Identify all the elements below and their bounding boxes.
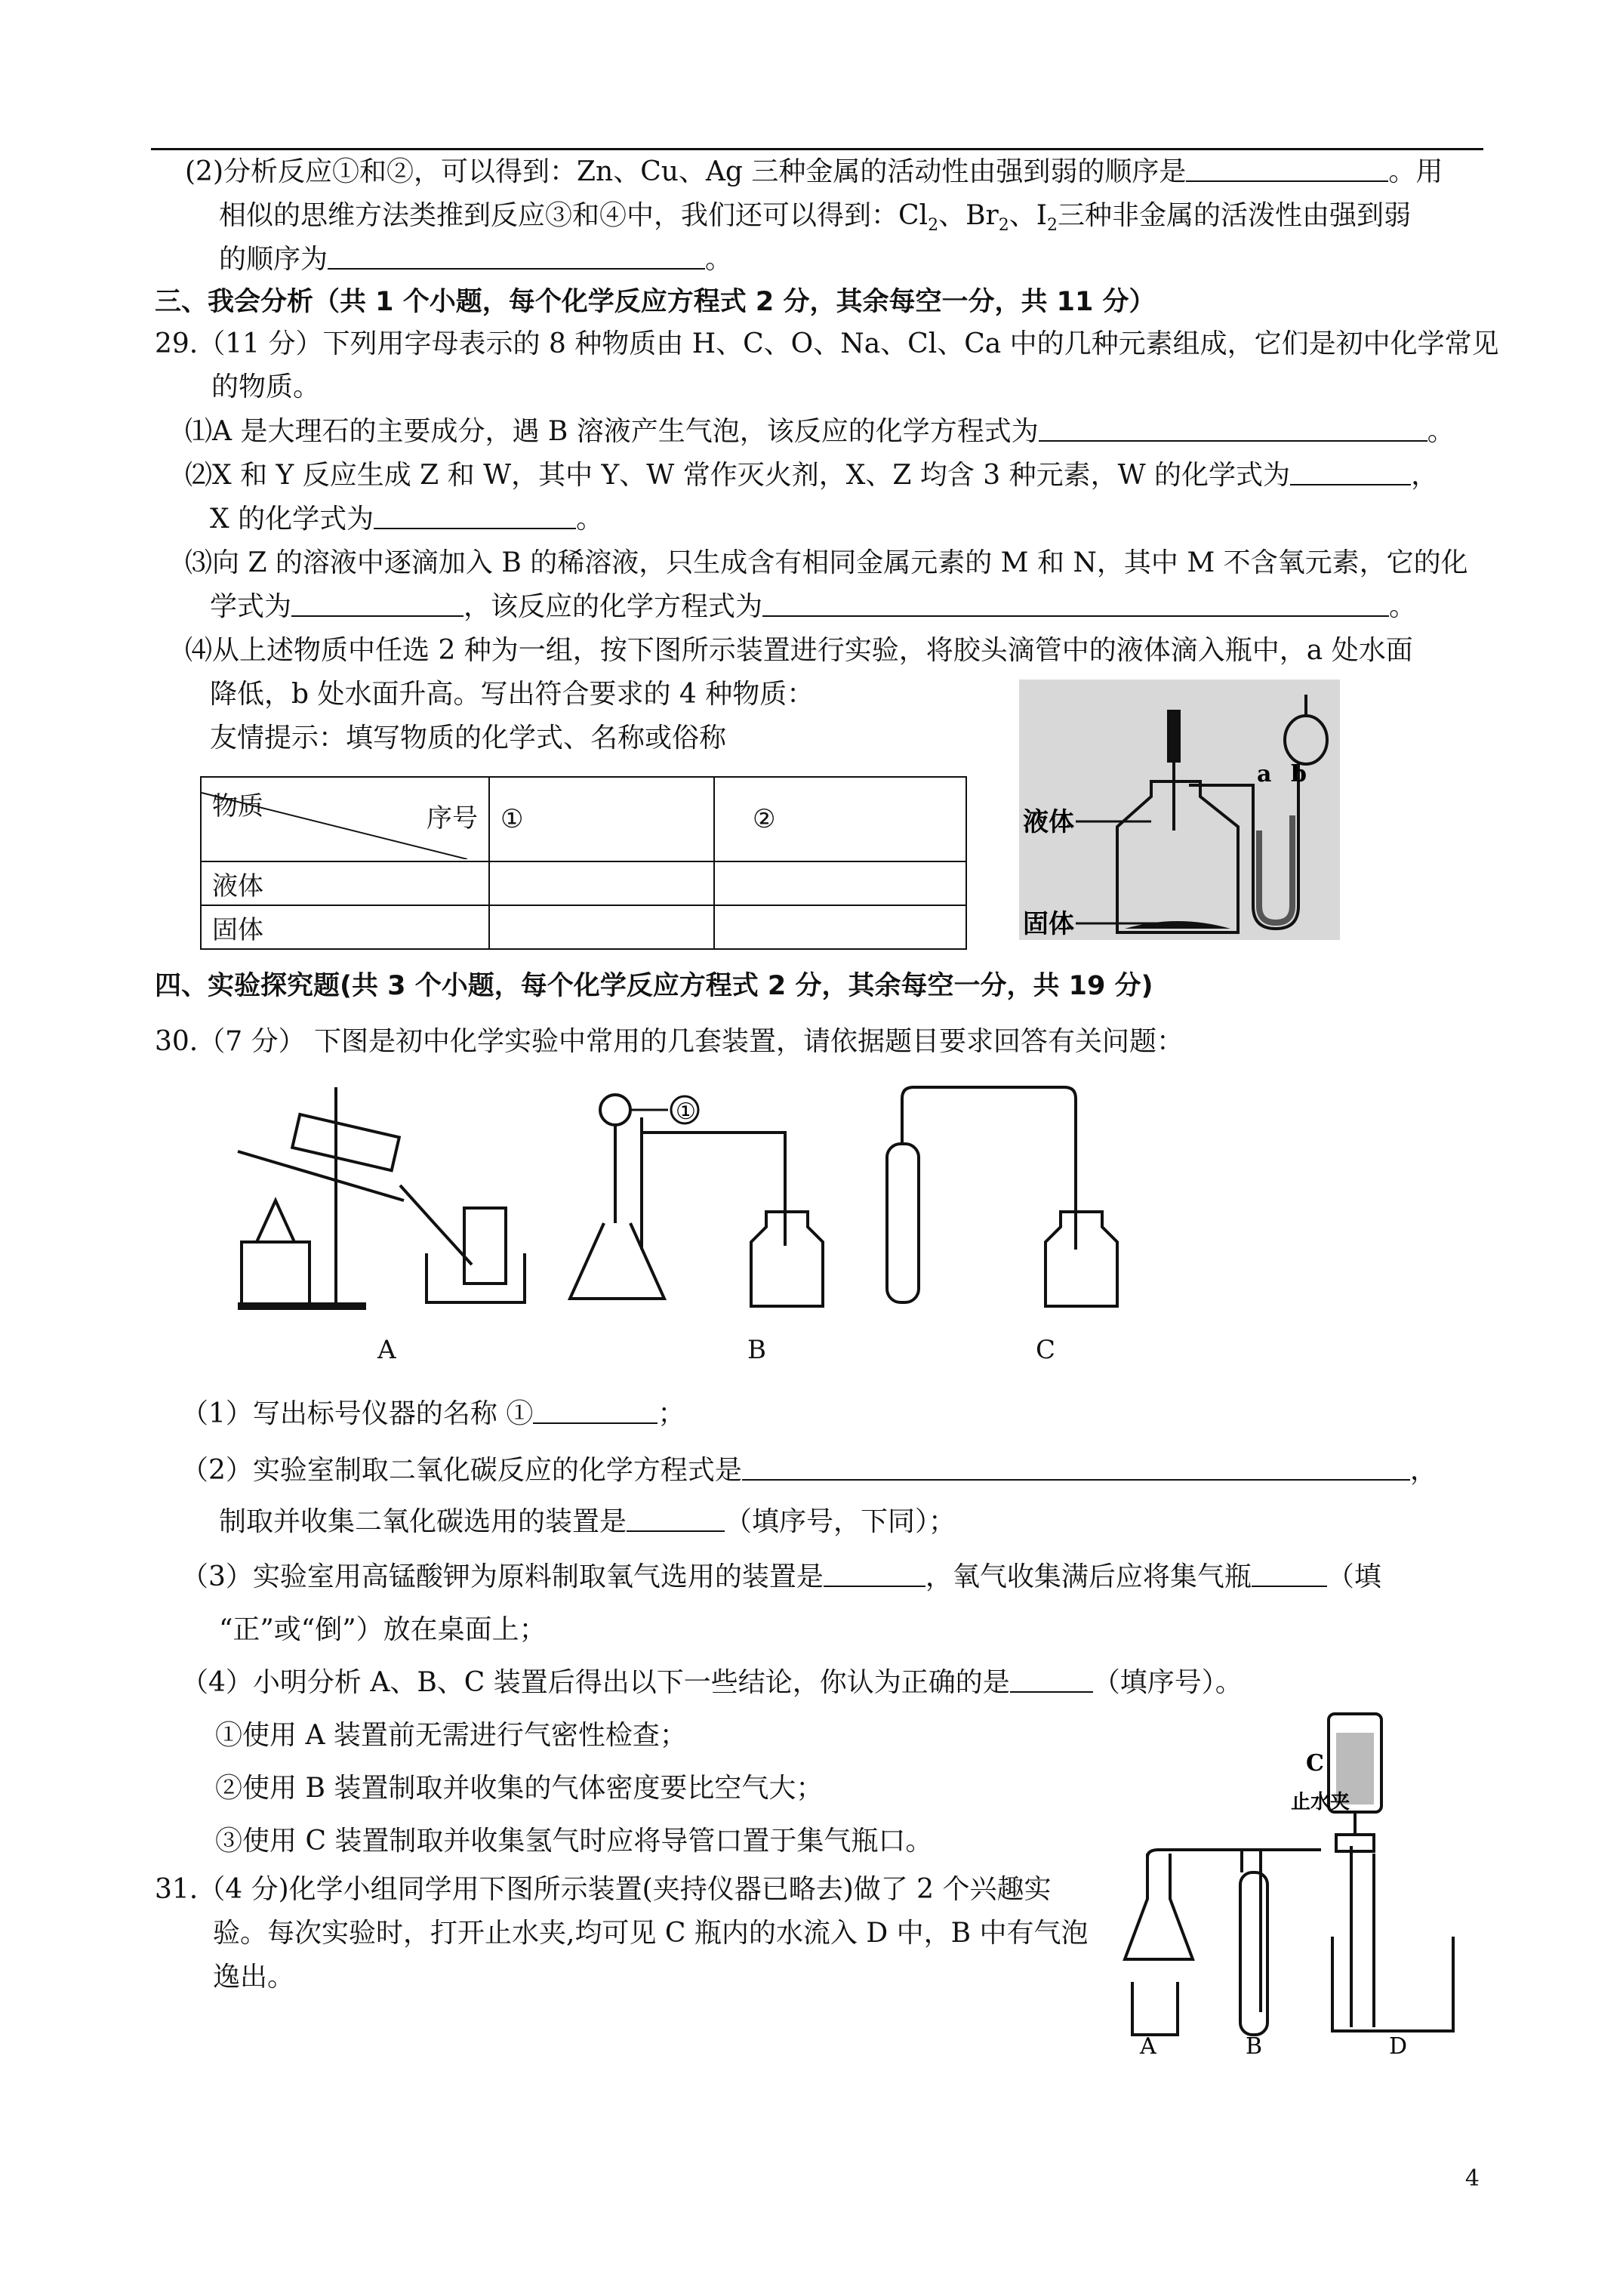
fig-label-b: B xyxy=(747,1335,766,1365)
answer-blank[interactable] xyxy=(374,505,576,529)
q30-intro: 30.（7 分） 下图是初中化学实验中常用的几套装置，请依据题目要求回答有关问题： xyxy=(155,1026,1184,1057)
table-cell-input[interactable] xyxy=(489,905,714,949)
section-4-title: 四、实验探究题(共 3 个小题，每个化学反应方程式 2 分，其余每空一分，共 19 分) xyxy=(155,971,1153,1001)
q30-part2-line2: 制取并收集二氧化碳选用的装置是 （填序号，下同）； xyxy=(219,1506,956,1537)
q28-part2-line3: 的顺序为 。 xyxy=(219,244,733,275)
answer-blank[interactable] xyxy=(627,1508,725,1532)
label-circle-1: ① xyxy=(676,1099,696,1125)
q30-part2-line1: （2）实验室制取二氧化碳反应的化学方程式是 ， xyxy=(181,1455,1437,1486)
section-3-title: 三、我会分析（共 1 个小题，每个化学反应方程式 2 分，其余每空一分，共 11 分） xyxy=(155,287,1156,317)
answer-blank[interactable] xyxy=(291,593,463,617)
label-d: D xyxy=(1389,2033,1408,2057)
label-a: A xyxy=(1140,2033,1156,2057)
q29-hint: 友情提示：填写物质的化学式、名称或俗称 xyxy=(210,723,727,754)
table-cell-input[interactable] xyxy=(714,861,966,905)
q30-apparatus-figure xyxy=(223,1080,1336,1321)
q29-apparatus-figure xyxy=(1019,680,1340,940)
answer-blank[interactable] xyxy=(1252,1563,1327,1587)
label-clip: 止水夹 xyxy=(1291,1791,1350,1814)
q29-part4-line1: ⑷从上述物质中任选 2 种为一组，按下图所示装置进行实验，将胶头滴管中的液体滴入瓶中，a 处水面 xyxy=(185,635,1413,666)
header-rule xyxy=(151,148,1483,150)
page-number: 4 xyxy=(1464,2165,1480,2192)
answer-blank[interactable] xyxy=(1290,461,1411,485)
q31-line2: 验。每次实验时，打开止水夹,均可见 C 瓶内的水流入 D 中，B 中有气泡 xyxy=(213,1918,1089,1949)
label-b: B xyxy=(1246,2033,1263,2057)
label-b: b xyxy=(1291,761,1307,787)
fig-label-a: A xyxy=(377,1335,396,1365)
corner-label-number: 序号 xyxy=(427,803,478,834)
q29-part2-line2: X 的化学式为 。 xyxy=(210,504,604,535)
table-corner-cell xyxy=(201,777,489,861)
table-cell-input[interactable] xyxy=(489,861,714,905)
label-c: C xyxy=(1306,1750,1324,1777)
answer-blank[interactable] xyxy=(1010,1669,1093,1693)
table-header-col1: ① xyxy=(489,777,714,861)
q30-option-3: ③使用 C 装置制取并收集氢气时应将导管口置于集气瓶口。 xyxy=(215,1826,933,1857)
q30-part3-line2: “正”或“倒”）放在桌面上； xyxy=(219,1614,547,1645)
q31-line3: 逸出。 xyxy=(213,1962,295,1992)
q29-intro-line2: 的物质。 xyxy=(211,371,321,402)
q28-part2-line1: (2)分析反应①和②，可以得到：Zn、Cu、Ag 三种金属的活动性由强到弱的顺序是 。用 xyxy=(185,156,1443,187)
answer-blank[interactable] xyxy=(328,245,705,270)
label-liquid: 液体 xyxy=(1023,807,1074,837)
q30-part1: （1）写出标号仪器的名称 ① ； xyxy=(181,1398,685,1429)
q31-line1: 31.（4 分)化学小组同学用下图所示装置(夹持仪器已略去)做了 2 个兴趣实 xyxy=(155,1874,1052,1905)
corner-label-substance: 物质 xyxy=(212,791,263,821)
fig-label-c: C xyxy=(1036,1335,1056,1365)
q29-part3-line2: 学式为 ，该反应的化学方程式为 。 xyxy=(210,591,1417,622)
answer-blank[interactable] xyxy=(533,1400,658,1424)
q29-part2-line1: ⑵X 和 Y 反应生成 Z 和 W，其中 Y、W 常作灭火剂，X、Z 均含 3 种元素，W 的化学式为 ， xyxy=(185,460,1439,491)
abcd-apparatus-diagram xyxy=(1117,1710,1472,2057)
q28-part2-line2: 相似的思维方法类推到反应③和④中，我们还可以得到：$Cl_2$、$Br_2$、$I_2$三种非金属的活泼性由强到弱 xyxy=(219,200,1411,236)
answer-blank[interactable] xyxy=(1039,418,1427,442)
q30-option-2: ②使用 B 装置制取并收集的气体密度要比空气大； xyxy=(215,1773,824,1804)
bottle-u-tube-diagram xyxy=(1019,680,1340,940)
table-header-col2: ② xyxy=(714,777,966,861)
answer-blank[interactable] xyxy=(762,593,1389,617)
q30-option-1: ①使用 A 装置前无需进行气密性检查； xyxy=(215,1720,687,1751)
table-row-liquid: 液体 xyxy=(201,861,489,905)
q29-part4-line2: 降低，b 处水面升高。写出符合要求的 4 种物质： xyxy=(210,679,815,710)
abc-apparatus-diagram xyxy=(223,1080,1336,1321)
q30-part4: （4）小明分析 A、B、C 装置后得出以下一些结论，你认为正确的是 （填序号）。 xyxy=(181,1667,1243,1698)
q31-apparatus-figure xyxy=(1117,1710,1472,2057)
q29-part3-line1: ⑶向 Z 的溶液中逐滴加入 B 的稀溶液，只生成含有相同金属元素的 M 和 N，其中 M 不含氧元素，它的化 xyxy=(185,547,1468,578)
table-row-solid: 固体 xyxy=(201,905,489,949)
substance-table xyxy=(200,776,967,950)
answer-blank[interactable] xyxy=(1186,158,1388,182)
label-a: a xyxy=(1257,761,1272,787)
q29-intro-line1: 29.（11 分）下列用字母表示的 8 种物质由 H、C、O、Na、Cl、Ca 中的几种元素组成，它们是初中化学常见 xyxy=(155,328,1499,359)
label-solid: 固体 xyxy=(1023,909,1074,939)
answer-blank[interactable] xyxy=(742,1456,1410,1481)
q29-part1: ⑴A 是大理石的主要成分，遇 B 溶液产生气泡，该反应的化学方程式为 。 xyxy=(185,416,1455,447)
table-cell-input[interactable] xyxy=(714,905,966,949)
answer-blank[interactable] xyxy=(824,1563,925,1587)
q30-part3-line1: （3）实验室用高锰酸钾为原料制取氧气选用的装置是 ，氧气收集满后应将集气瓶 （填 xyxy=(181,1561,1381,1592)
